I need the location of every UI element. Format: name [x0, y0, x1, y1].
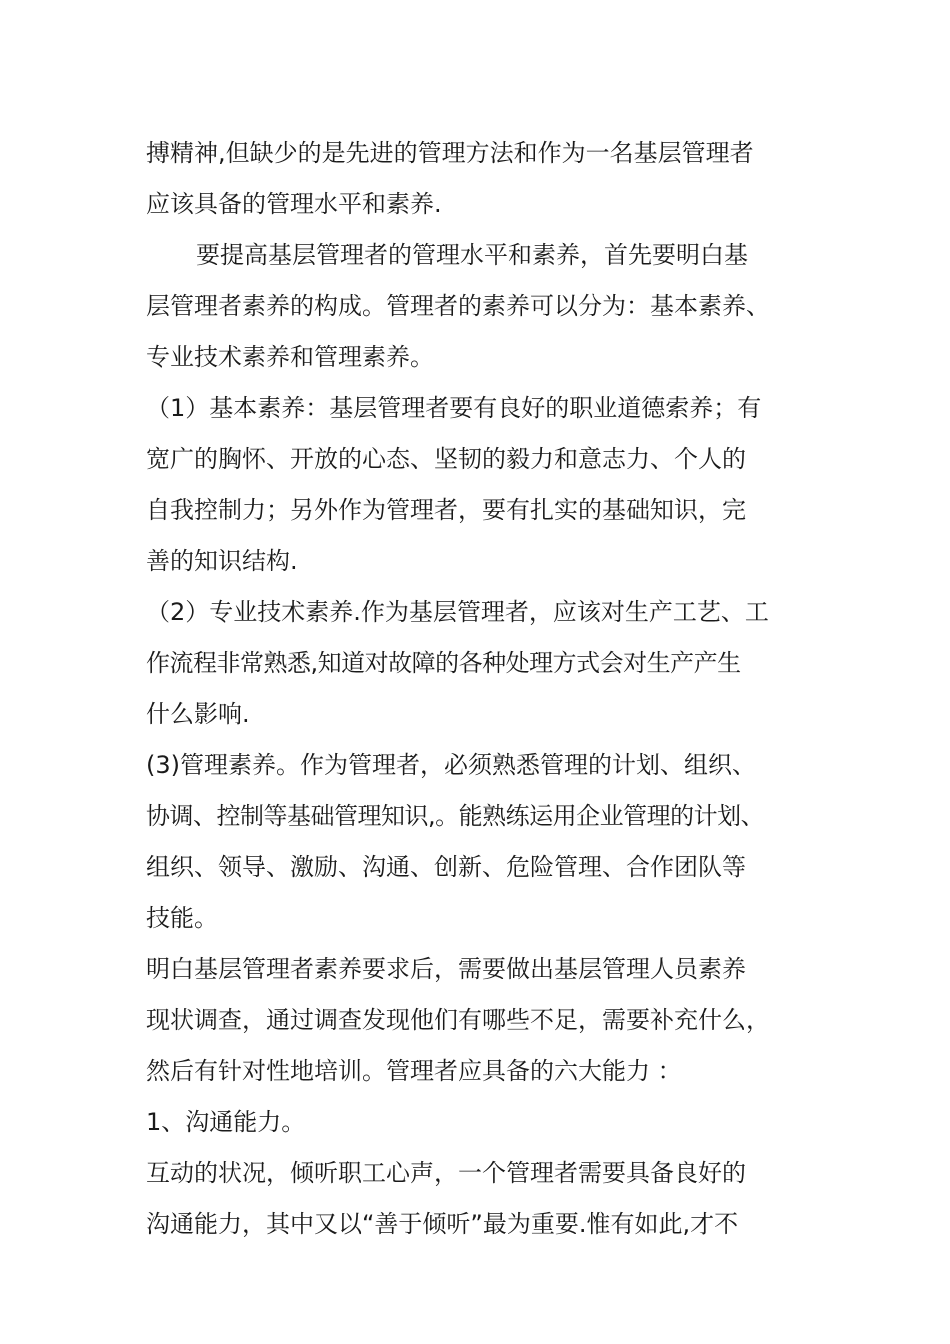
document-body	[146, 128, 826, 1250]
text-line: 什么影响.	[146, 700, 250, 728]
text-line: 作流程非常熟悉,知道对故障的各种处理方式会对生产产生	[146, 649, 741, 677]
text-line: 搏精神,但缺少的是先进的管理方法和作为一名基层管理者	[146, 139, 754, 167]
text-line: 善的知识结构.	[146, 547, 298, 575]
text-line: 应该具备的管理水平和素养.	[146, 190, 442, 218]
text-line: 宽广的胸怀、开放的心态、坚韧的毅力和意志力、个人的	[146, 445, 746, 473]
text-line: 层管理者素养的构成。管理者的素养可以分为：基本素养、	[146, 292, 770, 320]
text-line: 现状调查，通过调查发现他们有哪些不足，需要补充什么，	[146, 1006, 770, 1034]
text-line: 自我控制力；另外作为管理者，要有扎实的基础知识，完	[146, 496, 746, 524]
text-line: （1）基本素养：基层管理者要有良好的职业道德索养；有	[146, 394, 762, 422]
text-line: 专业技术素养和管理素养。	[146, 343, 434, 371]
text-line: 沟通能力，其中又以“善于倾听”最为重要.惟有如此,才不	[146, 1210, 739, 1238]
text-line: 然后有针对性地培训。管理者应具备的六大能力 ：	[146, 1057, 682, 1085]
text-line: 技能。	[146, 904, 218, 932]
text-line: 协调、控制等基础管理知识,。能熟练运用企业管理的计划、	[146, 802, 765, 830]
text-line: 1、沟通能力。	[146, 1108, 306, 1136]
text-line: 互动的状况，倾听职工心声，一个管理者需要具备良好的	[146, 1159, 746, 1187]
text-line: 组织、领导、激励、沟通、创新、危险管理、合作团队等	[146, 853, 746, 881]
text-line: (3)管理素养。作为管理者，必须熟悉管理的计划、组织、	[146, 751, 756, 779]
paragraph-first-line: 要提高基层管理者的管理水平和素养，首先要明白基	[196, 241, 748, 269]
text-line: 明白基层管理者素养要求后，需要做出基层管理人员素养	[146, 955, 746, 983]
text-line: （2）专业技术素养.作为基层管理者，应该对生产工艺、工	[146, 598, 769, 626]
